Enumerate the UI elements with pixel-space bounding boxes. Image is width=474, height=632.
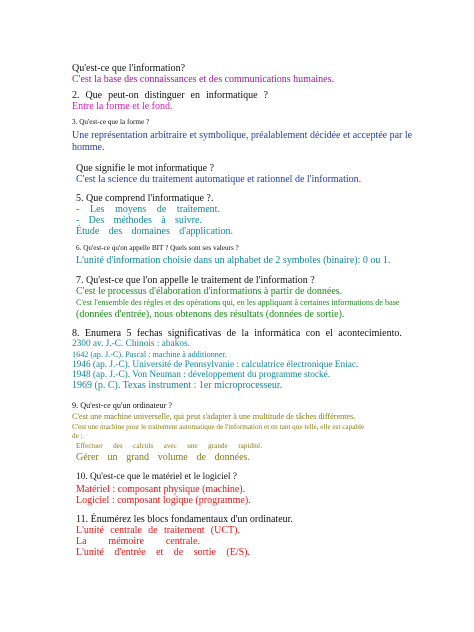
q9-answer-line1: C'est une machine universelle, qui peut s'adapter à une multitude de tâches différentes. bbox=[72, 412, 356, 421]
q9-answer-line2: C'est une machine pour le traitement automatique de l'information et en tant que telle, elle est capable bbox=[72, 423, 365, 431]
q5-item-2: - Des méthodes à suivre. bbox=[76, 215, 202, 226]
q2-question: 2. Que peut-on distinguer en informatique ? bbox=[72, 90, 268, 101]
q8-answer-5: 1969 (p. C). Texas instrument : 1er microprocesseur. bbox=[72, 380, 283, 391]
q11-item-2: La mémoire centrale. bbox=[76, 536, 200, 547]
q5-item-3: Étude des domaines d'application. bbox=[76, 226, 233, 237]
q7-question: 7. Qu'est-ce que l'on appelle le traitement de l'information ? bbox=[76, 275, 315, 286]
q8-answer-2: 1642 (ap. J.-C). Pascal : machine à additionner. bbox=[72, 350, 227, 359]
q10-answer-1: Matériel : composant physique (machine). bbox=[76, 484, 246, 495]
q1-answer: C'est la base des connaissances et des communications humaines. bbox=[72, 74, 335, 85]
q9-item-2: Gérer un grand volume de données. bbox=[76, 452, 250, 463]
q10-question: 10. Qu'est-ce que le matériel et le logiciel ? bbox=[76, 472, 237, 482]
q3-question: 3. Qu'est-ce que la forme ? bbox=[72, 118, 150, 126]
q5-question: 5. Que comprend l'informatique ?. bbox=[76, 193, 214, 204]
q8-answer-1: 2300 av. J.-C. Chinois : abakos. bbox=[72, 339, 190, 349]
q9-question: 9. Qu'est-ce qu'un ordinateur ? bbox=[72, 401, 173, 410]
q3-answer-line1: Une représentation arbitraire et symbolique, préalablement décidée et acceptée par le bbox=[72, 130, 413, 141]
q7-answer-line2: C'est l'ensemble des règles et des opérations qui, en les appliquant à certaines informations de base bbox=[76, 298, 400, 307]
q8-question: 8. Enumera 5 fechas significativas de la informática con el acontecimiento. bbox=[72, 328, 402, 339]
q9-item-1: Effectuer des calculs avec une grande rapidité. bbox=[76, 442, 262, 450]
q4-question: Que signifie le mot informatique ? bbox=[76, 163, 215, 174]
q7-answer-line3: (données d'entrée), nous obtenons des résultats (données de sortie). bbox=[76, 309, 345, 320]
q5-item-1: - Les moyens de traitement. bbox=[76, 204, 220, 215]
q9-answer-line3: de : bbox=[72, 432, 83, 440]
q11-item-3: L'unité d'entrée et de sortie (E/S). bbox=[76, 547, 250, 558]
q11-question: 11. Énumérez les blocs fondamentaux d'un ordinateur. bbox=[76, 514, 293, 525]
q8-answer-3: 1946 (ap. J.-C). Université de Pennsylvanie : calculatrice électronique Eniac. bbox=[72, 360, 359, 370]
q10-answer-2: Logiciel : composant logique (programme). bbox=[76, 495, 251, 506]
q2-answer: Entre la forme et le fond. bbox=[72, 101, 173, 112]
q7-answer-line1: C'est le processus d'élaboration d'informations à partir de données. bbox=[76, 286, 343, 297]
q8-answer-4: 1948 (ap. J.-C). Von Neuman : développement du programme stocké. bbox=[72, 370, 331, 380]
q6-question: 6. Qu'est-ce qu'on appelle BIT ? Quels sont ses valeurs ? bbox=[76, 244, 239, 252]
q4-answer: C'est la science du traitement automatique et rationnel de l'information. bbox=[76, 174, 362, 185]
q11-item-1: L'unité centrale de traitement (UCT). bbox=[76, 525, 240, 536]
q1-question: Qu'est-ce que l'information? bbox=[72, 63, 186, 74]
q3-answer-line2: homme. bbox=[72, 142, 105, 153]
q6-answer: L'unité d'information choisie dans un alphabet de 2 symboles (binaire): 0 ou 1. bbox=[76, 255, 391, 266]
